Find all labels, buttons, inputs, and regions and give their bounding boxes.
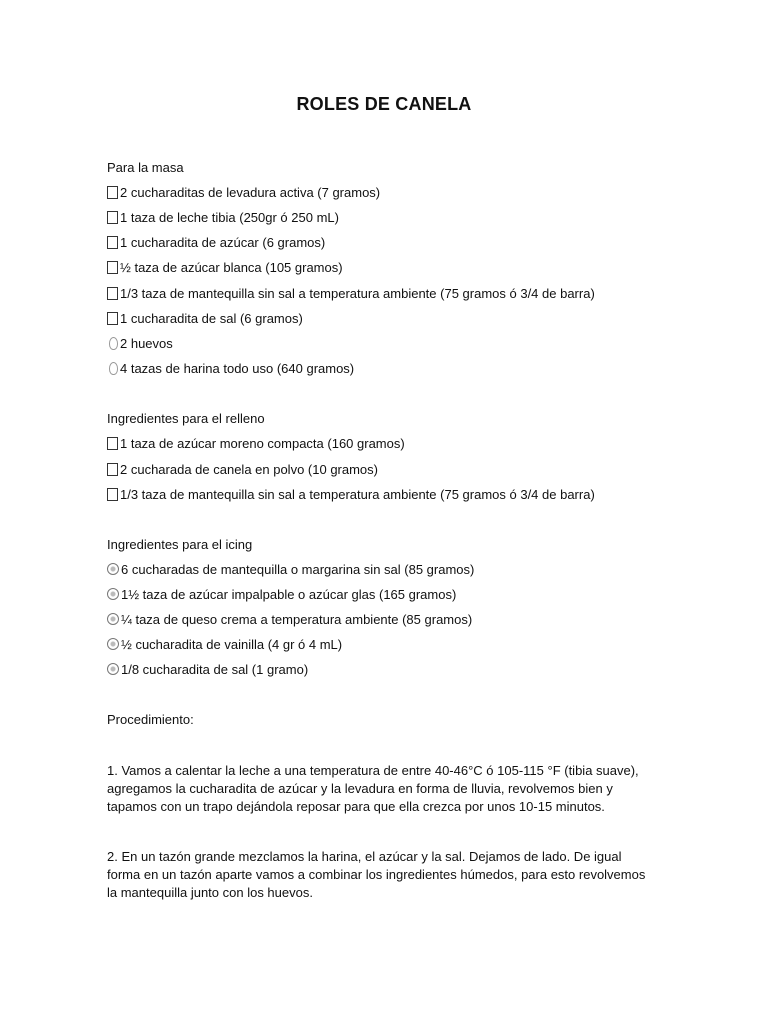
section-heading-relleno: Ingredientes para el relleno [107, 411, 265, 426]
ingredient-item: 4 tazas de harina todo uso (640 gramos) [107, 361, 354, 377]
ingredient-item: 1½ taza de azúcar impalpable o azúcar glas (165 gramos) [107, 587, 456, 603]
ingredient-item: 2 huevos [107, 336, 173, 352]
ingredient-item: 1 cucharadita de azúcar (6 gramos) [107, 235, 325, 251]
ingredient-item: ½ taza de azúcar blanca (105 gramos) [107, 260, 343, 276]
egg-icon [109, 362, 118, 375]
procedure-step: 1. Vamos a calentar la leche a una temperatura de entre 40-46°C ó 105-115 °F (tibia suave), agregamos la cucharadita de azúcar y la levadura en forma de lluvia, revolvemos bien y tapamos con un trapo dejándola reposar para que ella crezca por unos 10-15 minutos. [107, 763, 639, 814]
ingredient-item: 1/3 taza de mantequilla sin sal a temperatura ambiente (75 gramos ó 3/4 de barra) [107, 487, 595, 503]
checkbox-glyph-icon [107, 287, 118, 300]
ingredient-item: ¼ taza de queso crema a temperatura ambiente (85 gramos) [107, 612, 472, 628]
ingredient-item: 1 cucharadita de sal (6 gramos) [107, 311, 303, 327]
circle-glyph-icon [107, 638, 119, 650]
section-heading-icing: Ingredientes para el icing [107, 537, 253, 552]
circle-glyph-icon [107, 588, 119, 600]
ingredient-item: 1 taza de azúcar moreno compacta (160 gramos) [107, 436, 405, 452]
checkbox-glyph-icon [107, 463, 118, 476]
egg-icon [109, 337, 118, 350]
circle-glyph-icon [107, 613, 119, 625]
checkbox-glyph-icon [107, 186, 118, 199]
ingredient-item: 1/8 cucharadita de sal (1 gramo) [107, 662, 308, 678]
checkbox-glyph-icon [107, 261, 118, 274]
ingredient-item: 2 cucharaditas de levadura activa (7 gramos) [107, 185, 380, 201]
checkbox-glyph-icon [107, 211, 118, 224]
checkbox-glyph-icon [107, 488, 118, 501]
procedure-step: 2. En un tazón grande mezclamos la harina, el azúcar y la sal. Dejamos de lado. De igual forma en un tazón aparte vamos a combinar los ingredientes húmedos, para esto revolvemos la mantequilla junto con los huevos. [107, 849, 646, 900]
checkbox-glyph-icon [107, 437, 118, 450]
ingredient-item: 2 cucharada de canela en polvo (10 gramos) [107, 462, 378, 478]
ingredient-item: 6 cucharadas de mantequilla o margarina sin sal (85 gramos) [107, 562, 474, 578]
circle-glyph-icon [107, 563, 119, 575]
ingredient-item: 1/3 taza de mantequilla sin sal a temperatura ambiente (75 gramos ó 3/4 de barra) [107, 286, 595, 302]
section-heading-masa: Para la masa [107, 160, 184, 175]
checkbox-glyph-icon [107, 312, 118, 325]
section-heading-procedimiento: Procedimiento: [107, 712, 194, 727]
circle-glyph-icon [107, 663, 119, 675]
ingredient-item: ½ cucharadita de vainilla (4 gr ó 4 mL) [107, 637, 342, 653]
ingredient-item: 1 taza de leche tibia (250gr ó 250 mL) [107, 210, 339, 226]
recipe-title: ROLES DE CANELA [296, 94, 472, 114]
checkbox-glyph-icon [107, 236, 118, 249]
